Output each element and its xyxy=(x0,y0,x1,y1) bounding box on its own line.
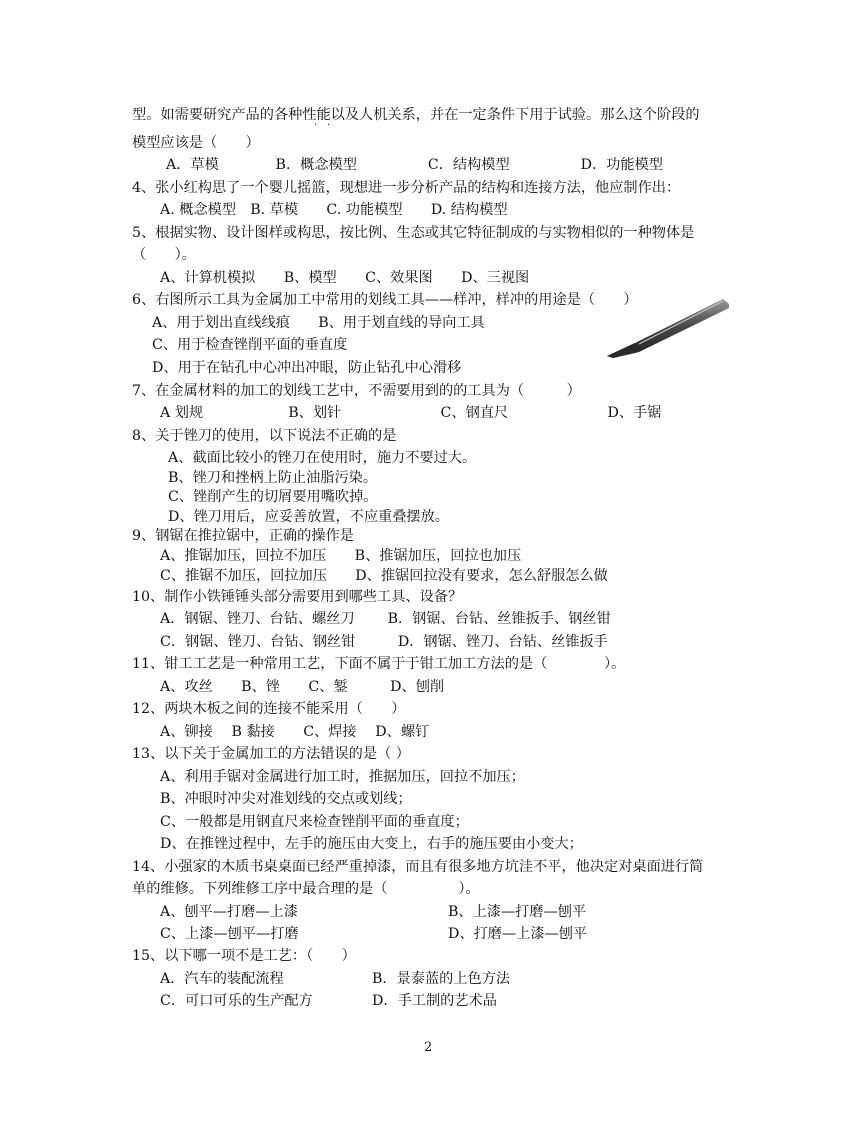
center-punch-icon xyxy=(605,296,735,362)
q14-option-a: A、刨平—打磨—上漆 xyxy=(160,904,298,920)
q5-stem: 5、根据实物、设计图样或构思，按比例、生态或其它特征制成的与实物相似的一种物体是 xyxy=(132,225,695,241)
q15-option-c: C．可口可乐的生产配方 xyxy=(160,993,313,1009)
q15-option-b: B．景泰蓝的上色方法 xyxy=(372,971,511,987)
q8-option-c: C、锉削产生的切屑要用嘴吹掉。 xyxy=(168,489,378,505)
q9-option-ab: A、推锯加压，回拉不加压 B、推锯加压，回拉也加压 xyxy=(160,548,522,564)
q14-stem: 14、小强家的木质书桌桌面已经严重掉漆，而且有很多地方坑洼不平，他决定对桌面进行简 xyxy=(132,859,704,875)
q3-text-end: 模型应该是（ ） xyxy=(132,135,260,151)
q6-option-d: D、用于在钻孔中心冲出冲眼，防止钻孔中心滑移 xyxy=(152,360,462,376)
q5-options: A、计算机模拟 B、模型 C、效果图 D、三视图 xyxy=(160,270,530,286)
q8-option-a: A、截面比较小的锉刀在使用时，施力不要过大。 xyxy=(168,450,477,466)
q6-stem: 6、右图所示工具为金属加工中常用的划线工具——样冲，样冲的用途是（ ） xyxy=(132,292,638,308)
q5-stem-end: （ ）。 xyxy=(132,247,196,263)
q10-option-cd: C．钢锯、锉刀、台钻、钢丝钳 D．钢锯、锉刀、台钻、丝锥扳手 xyxy=(160,634,608,650)
q9-option-cd: C、推锯不加压，回拉加压 D、推锯回拉没有要求，怎么舒服怎么做 xyxy=(160,568,608,584)
emphasis-dot: · xyxy=(314,120,318,131)
q13-stem: 13、以下关于金属加工的方法错误的是（ ） xyxy=(132,746,410,762)
q3-options: A．草模 B．概念模型 C．结构模型 D．功能模型 xyxy=(166,157,663,173)
q7-stem: 7、在金属材料的加工的划线工艺中，不需要用到的的工具为（ ） xyxy=(132,383,581,399)
q10-stem: 10、制作小铁锤锤头部分需要用到哪些工具、设备？ xyxy=(132,589,463,605)
q13-option-c: C、一般都是用钢直尺来检查锉削平面的垂直度； xyxy=(160,814,469,830)
q12-options: A、铆接 B 黏接 C、焊接 D、螺钉 xyxy=(160,724,430,740)
q7-options: A 划规 B、划针 C、钢直尺 D、手锯 xyxy=(160,405,662,421)
q8-option-b: B、锉刀和挫柄上防止油脂污染。 xyxy=(168,470,378,486)
q8-stem: 8、关于锉刀的使用，以下说法不正确的是 xyxy=(132,428,397,444)
q14-option-c: C、上漆—刨平—打磨 xyxy=(160,926,299,942)
q15-option-a: A．汽车的装配流程 xyxy=(160,971,284,987)
q10-option-ab: A．钢锯、锉刀、台钻、螺丝刀 B．钢锯、台钻、丝锥扳手、钢丝钳 xyxy=(160,611,611,627)
emphasis-dot: · xyxy=(327,120,331,131)
q12-stem: 12、两块木板之间的连接不能采用（ ） xyxy=(132,701,406,717)
page-number: 2 xyxy=(424,1040,433,1055)
q6-option-ab: A、用于划出直线线痕 B、用于划直线的导向工具 xyxy=(152,315,485,331)
q4-stem: 4、张小红构思了一个婴儿摇篮，现想进一步分析产品的结构和连接方法，他应制作出： xyxy=(132,180,681,196)
q11-options: A、攻丝 B、锉 C、錾 D、刨削 xyxy=(160,679,445,695)
q13-option-b: B、冲眼时冲尖对准划线的交点或划线； xyxy=(160,791,412,807)
q13-option-d: D、在推锉过程中，左手的施压由大变上，右手的施压要由小变大； xyxy=(160,836,583,852)
q4-options: A. 概念模型 B. 草模 C. 功能模型 D. 结构模型 xyxy=(160,202,508,218)
q14-stem-end: 单的维修。下列维修工序中最合理的是（ ）。 xyxy=(132,881,480,897)
q15-option-d: D．手工制的艺术品 xyxy=(372,993,497,1009)
q9-stem: 9、钢锯在推拉锯中，正确的操作是 xyxy=(132,528,354,544)
q11-stem: 11、钳工工艺是一种常用工艺，下面不属于于钳工加工方法的是（ ）。 xyxy=(132,656,626,672)
q6-option-c: C、用于检查锉削平面的垂直度 xyxy=(152,337,348,353)
q14-option-b: B、上漆—打磨—刨平 xyxy=(448,904,587,920)
q15-stem: 15、以下哪一项不是工艺：（ ） xyxy=(132,948,356,964)
q14-option-d: D、打磨—上漆—刨平 xyxy=(448,926,588,942)
q3-text-cont: 型。如需要研究产品的各种性能以及人机关系，并在一定条件下用于试验。那么这个阶段的 xyxy=(132,107,700,123)
q8-option-d: D、锉刀用后，应妥善放置，不应重叠摆放。 xyxy=(168,509,449,525)
q13-option-a: A、利用手锯对金属进行加工时，推据加压，回拉不加压； xyxy=(160,769,525,785)
